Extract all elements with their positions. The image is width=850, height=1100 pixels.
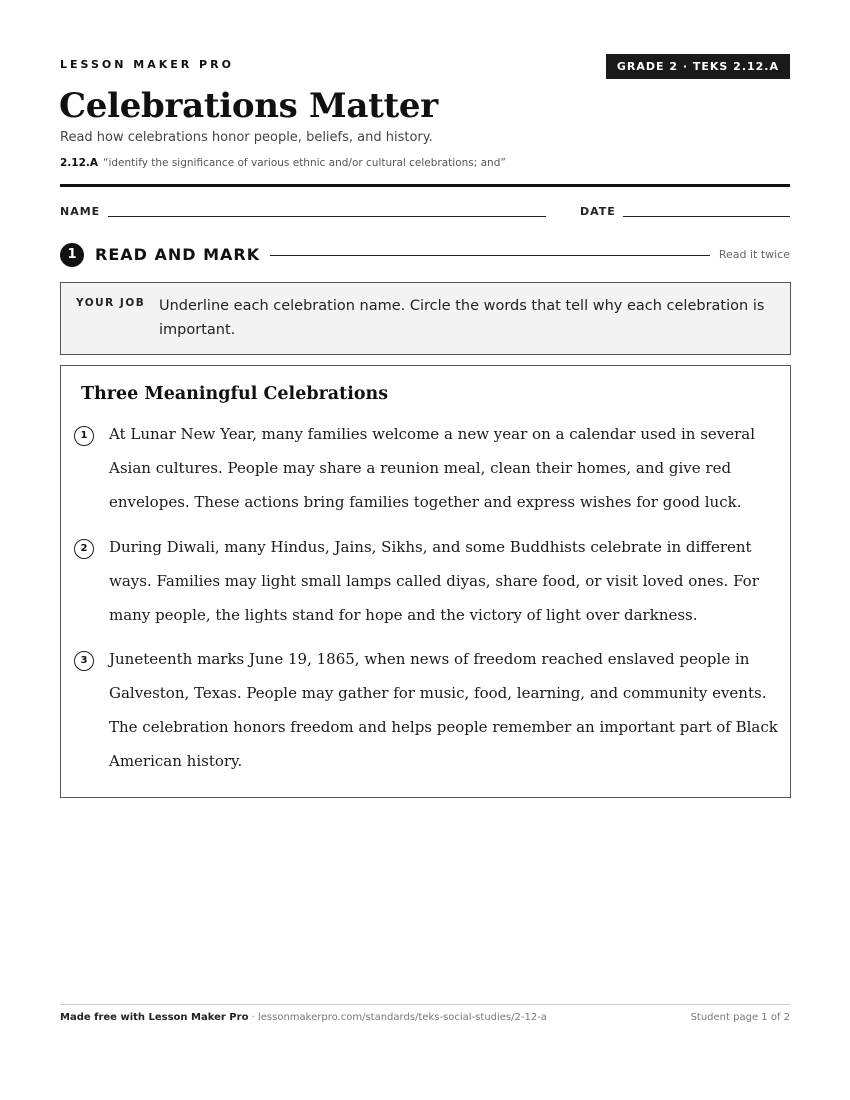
section-number-badge: 1 — [60, 243, 84, 267]
grade-badge: GRADE 2 · TEKS 2.12.A — [606, 54, 790, 79]
paragraph-number: 2 — [74, 539, 94, 559]
standard-text: “identify the significance of various ethnic and/or cultural celebrations; and” — [103, 157, 506, 169]
paragraph-text: At Lunar New Year, many families welcome a new year on a calendar used in several Asian cultures. People may share a reunion meal, clean their homes, and give red envelopes. These actions bring families together and express wishes for good luck. — [109, 425, 756, 511]
paragraph-number: 3 — [74, 651, 94, 671]
name-label: NAME — [60, 205, 101, 218]
header-divider — [60, 184, 790, 187]
footer-divider — [60, 1004, 790, 1005]
footer-separator: · — [248, 1012, 258, 1023]
instruction-label: YOUR JOB — [76, 297, 146, 309]
date-label: DATE — [580, 205, 616, 218]
page-title: Celebrations Matter — [59, 86, 438, 126]
paragraph-number: 1 — [74, 426, 94, 446]
footer-url[interactable]: lessonmakerpro.com/standards/teks-social-studies/2-12-a — [257, 1012, 547, 1023]
section-hint: Read it twice — [718, 248, 790, 261]
date-field[interactable] — [623, 216, 790, 217]
paragraph-text: Juneteenth marks June 19, 1865, when news of freedom reached enslaved people in Galveston, Texas. People may gather for music, food, learning, and community events. The celebration honors freedom and helps people remember an important part of Black American history. — [109, 650, 778, 770]
section-title: READ AND MARK — [95, 245, 261, 264]
section-divider — [270, 255, 710, 256]
paragraph-text: During Diwali, many Hindus, Jains, Sikhs, and some Buddhists celebrate in different ways. Families may light small lamps called diyas, share food, or visit loved ones. For many people, the lights stand for hope and the victory of light over darkness. — [109, 538, 759, 624]
page-subtitle: Read how celebrations honor people, beliefs, and history. — [60, 130, 433, 145]
brand-name: LESSON MAKER PRO — [60, 58, 234, 71]
instruction-text: Underline each celebration name. Circle the words that tell why each celebration is important. — [159, 298, 765, 338]
footer-page-number: Student page 1 of 2 — [690, 1012, 790, 1023]
instruction-box — [60, 282, 791, 355]
standard-code: 2.12.A — [60, 157, 99, 169]
reading-passage — [60, 365, 791, 798]
footer-made-with: Made free with Lesson Maker Pro — [60, 1012, 249, 1023]
name-field[interactable] — [108, 216, 546, 217]
standard-line — [60, 157, 506, 169]
passage-title: Three Meaningful Celebrations — [81, 384, 389, 404]
footer-credit — [60, 1012, 547, 1023]
